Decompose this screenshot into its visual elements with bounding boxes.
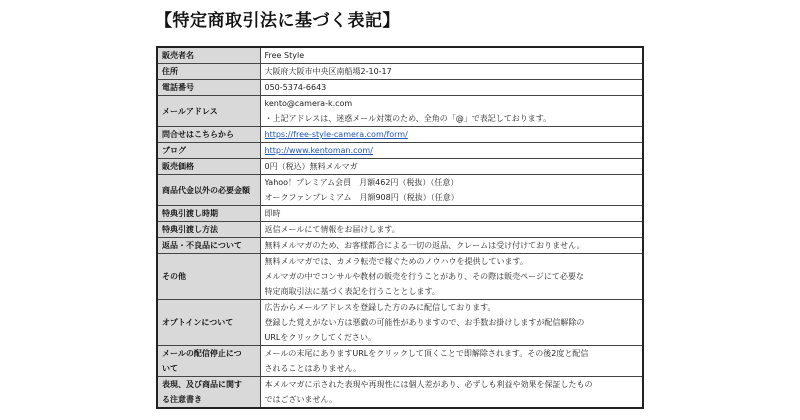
row-value-text: Free Style — [264, 51, 305, 60]
row-label — [157, 96, 260, 127]
row-label — [157, 346, 260, 377]
row-value — [260, 64, 643, 80]
row-value-text: 無料メルマガのため、お客様都合による一切の返品、クレームは受け付けておりません。 — [264, 241, 585, 250]
table-row — [157, 96, 643, 127]
row-label — [157, 377, 260, 409]
table-row — [157, 206, 643, 222]
row-value — [260, 346, 643, 377]
row-value-link[interactable]: https://free-style-camera.com/form/ — [264, 130, 408, 139]
row-value — [260, 377, 643, 409]
row-label-text: 表現、及び商品に関す — [162, 380, 242, 389]
table-row — [157, 47, 643, 64]
table-body — [157, 47, 643, 408]
row-label — [157, 254, 260, 300]
row-value — [260, 175, 643, 206]
row-label — [157, 47, 260, 64]
row-label-text: 特典引渡し方法 — [162, 225, 218, 234]
table-row — [157, 238, 643, 254]
row-value-text: 050-5374-6643 — [264, 83, 327, 92]
row-value — [260, 127, 643, 143]
row-label — [157, 300, 260, 346]
row-label-text: 特典引渡し時期 — [162, 209, 218, 218]
page-title: 【特定商取引法に基づく表記】 — [155, 11, 400, 31]
row-label-text: メールアドレス — [162, 106, 218, 116]
row-value-text: オークファンプレミアム 月額908円（税抜）（任意） — [264, 193, 459, 202]
row-value — [260, 143, 643, 159]
row-value-text: 即時 — [264, 209, 281, 218]
row-label-text: 返品・不良品について — [162, 241, 242, 250]
row-value-text: Yahoo！プレミアム会員 月額462円（税抜）（任意） — [264, 178, 459, 187]
row-value — [260, 159, 643, 175]
row-label-text: 住所 — [162, 67, 178, 76]
row-value — [260, 254, 643, 300]
row-value-text: ・上記アドレスは、迷惑メール対策のため、全角の「@」で表記しております。 — [264, 114, 552, 123]
legal-notice-table — [156, 46, 644, 409]
table-row — [157, 175, 643, 206]
row-label-text: ブログ — [162, 146, 186, 155]
row-label-text: その他 — [162, 272, 186, 281]
row-label — [157, 159, 260, 175]
row-value-text: URLをクリックしてください。 — [264, 333, 377, 342]
row-label — [157, 222, 260, 238]
row-value — [260, 300, 643, 346]
row-label-text: メールの配信停止につ — [162, 349, 242, 358]
row-value — [260, 222, 643, 238]
row-label-text: 販売価格 — [162, 162, 194, 171]
table-row — [157, 127, 643, 143]
row-label-text: 商品代金以外の必要金額 — [162, 185, 250, 195]
table-row — [157, 80, 643, 96]
row-label-text: いて — [162, 364, 178, 373]
row-value-text: メルマガの中でコンサルや教材の販売を行うことがあり、その際は販売ページにて必要な — [264, 272, 584, 281]
table-row — [157, 64, 643, 80]
table-row — [157, 377, 643, 409]
row-value-text: 広告からメールアドレスを登録した方のみに配信しております。 — [264, 303, 496, 312]
row-label-text: 販売者名 — [162, 51, 194, 60]
row-label — [157, 206, 260, 222]
row-value-text: 無料メルマガでは、カメラ転売で稼ぐためのノウハウを提供しています。 — [264, 257, 528, 266]
row-value-text: されることはありません。 — [264, 364, 361, 373]
row-label-text: 問合せはこちらから — [162, 130, 234, 139]
row-label — [157, 238, 260, 254]
row-value-text: kento@camera-k.com — [264, 99, 353, 108]
row-label-text: る注意書き — [162, 395, 202, 404]
table-row — [157, 254, 643, 300]
row-value-text: 特定商取引法に基づく表記を行うこととします。 — [264, 287, 440, 296]
table-row — [157, 222, 643, 238]
row-label — [157, 143, 260, 159]
row-value — [260, 96, 643, 127]
row-value-text: 0円（税込）無料メルマガ — [264, 162, 358, 171]
row-label — [157, 80, 260, 96]
row-value-text: ではございません。 — [264, 395, 337, 404]
row-value — [260, 47, 643, 64]
row-value — [260, 238, 643, 254]
table-row — [157, 300, 643, 346]
row-value-text: 大阪府大阪市中央区南船場2-10-17 — [264, 67, 392, 76]
row-label — [157, 64, 260, 80]
table-row — [157, 143, 643, 159]
row-value-text: 登録した覚えがない方は悪戯の可能性がありますので、お手数お掛けしますが配信解除の — [264, 318, 585, 327]
row-value — [260, 80, 643, 96]
table-row — [157, 159, 643, 175]
table-row — [157, 346, 643, 377]
row-label-text: 電話番号 — [162, 83, 194, 92]
row-label-text: オプトインについて — [162, 318, 234, 327]
row-value-text: 本メルマガに示された表現や再現性には個人差があり、必ずしも利益や効果を保証したもの — [264, 380, 593, 389]
row-value — [260, 206, 643, 222]
row-label — [157, 175, 260, 206]
row-value-text: 返信メールにて情報をお届けします。 — [264, 225, 400, 234]
row-label — [157, 127, 260, 143]
row-value-link[interactable]: http://www.kentoman.com/ — [264, 146, 373, 155]
row-value-text: メールの末尾にありますURLをクリックして頂くことで即解除されます。その後2度と配信 — [264, 349, 589, 358]
